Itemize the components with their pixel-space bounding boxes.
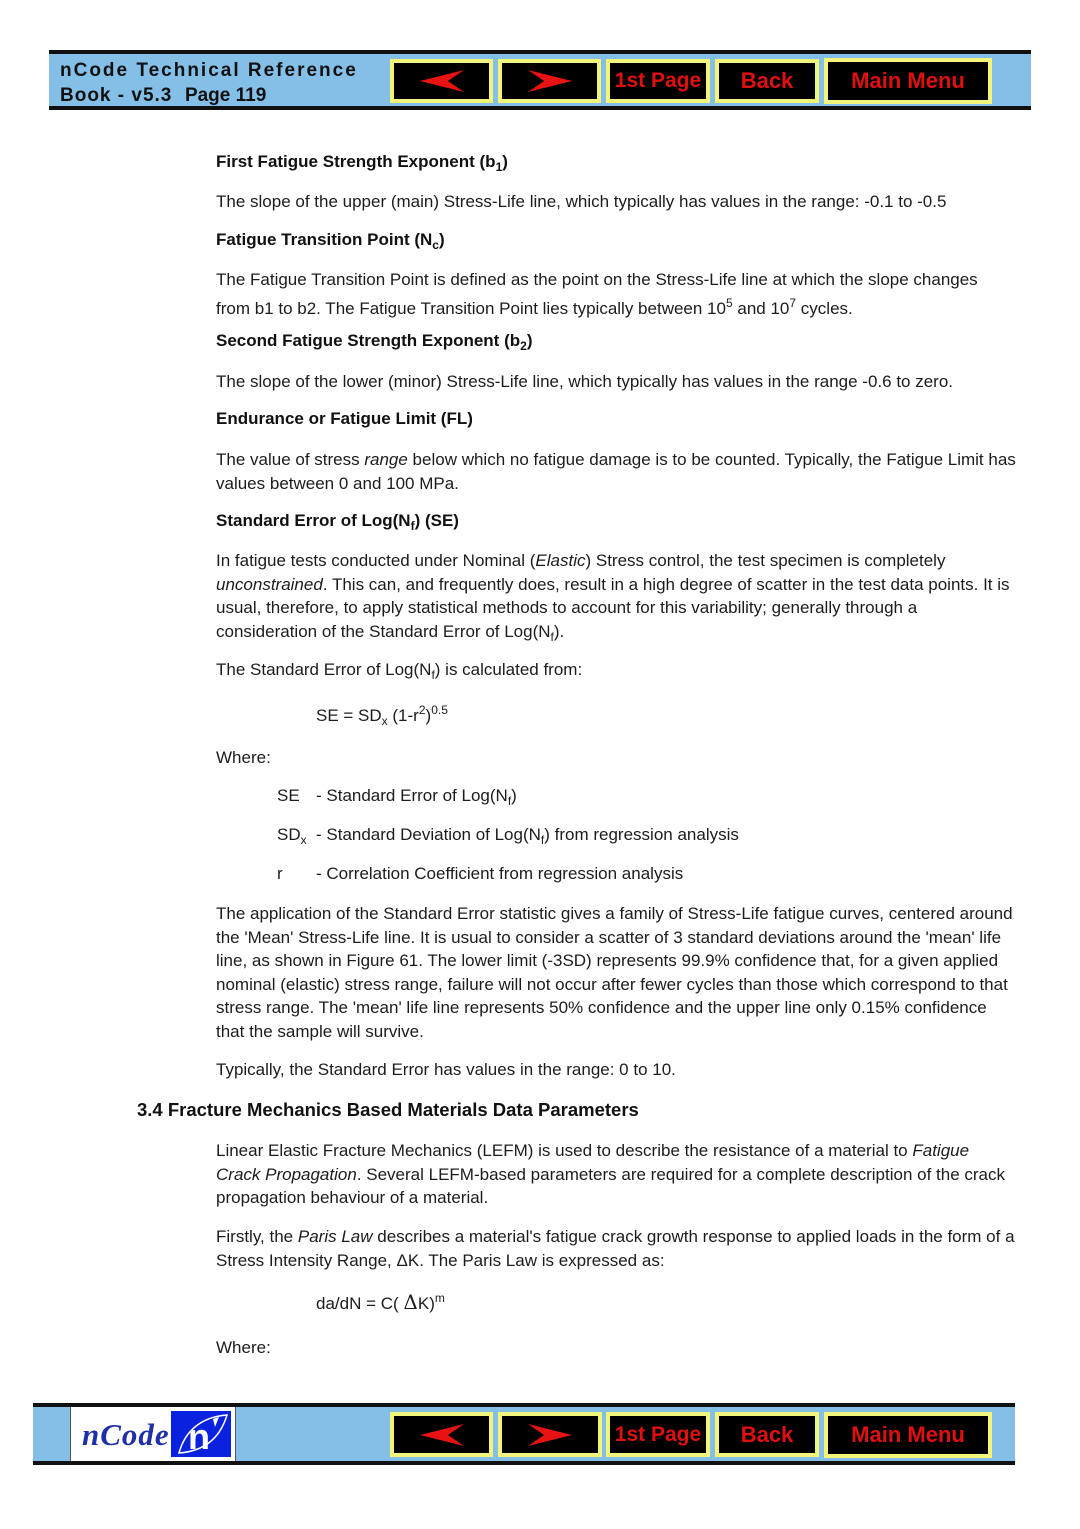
back-button[interactable]: Back [715, 1412, 819, 1457]
logo-text: nCode [82, 1417, 170, 1452]
left-arrow-icon [418, 1423, 466, 1447]
def-description: - Standard Error of $Log(N_f)$ [316, 786, 517, 808]
title-line-2 [60, 83, 358, 108]
ncode-logo [70, 1407, 236, 1461]
text-lefm-1: Linear Elastic Fracture Mechanics (LEFM) is used to describe the resistance of a material to Fatigue Crack Propagation. Several LEFM-based parameters are required for a complete description of the crack propagation behaviour of a material. [216, 1141, 1006, 1207]
text-fl: The value of stress range below which no fatigue damage is to be counted. Typically, the Fatigue Limit has values between 0 and 100 MPa. [216, 450, 1016, 493]
where-label-paris: Where: [216, 1338, 271, 1357]
main-menu-button[interactable]: Main Menu [824, 1412, 992, 1458]
next-page-button[interactable] [498, 1412, 602, 1457]
text-se-1: In fatigue tests conducted under Nominal (Elastic) Stress control, the test specimen is completely unconstrained. This can, and frequently does, result in a high degree of scatter in the test data points. It is usual, therefore, to apply statistical methods to account for this variability; generally through a consideration of the Standard Error of $Log(N_f)$. [216, 551, 1010, 644]
def-symbol: r [277, 864, 283, 883]
previous-page-button[interactable] [390, 1412, 493, 1457]
text-b2: The slope of the lower (minor) Stress-Life line, which typically has values in the range -0.6 to zero. [216, 372, 954, 391]
heading-nc: Fatigue Transition Point $(N_c)$ [216, 230, 445, 252]
right-arrow-icon [526, 1423, 574, 1447]
previous-page-button[interactable] [390, 59, 493, 103]
first-page-button[interactable]: 1st Page [606, 1412, 710, 1457]
title-line-1: nCode Technical Reference [60, 60, 358, 81]
def-symbol: $SD_x$ [277, 825, 307, 847]
text-lefm-2: Firstly, the Paris Law describes a material's fatigue crack growth response to applied loads in the form of a Stress Intensity Range, ΔK. The Paris Law is expressed as: [216, 1227, 1015, 1270]
def-description: - Standard Deviation of $Log(N_f)$ from regression analysis [316, 825, 739, 847]
svg-text:n: n [188, 1416, 210, 1457]
text-se-3: The application of the Standard Error statistic gives a family of Stress-Life fatigue curves, centered around the 'Mean' Stress-Life line. It is usual to consider a scatter of 3 standard deviations around the 'mean' life line, as shown in Figure 61. The lower limit (-3SD) represents 99.9% confidence that, for a given applied nominal (elastic) stress range, failure will not occur after fewer cycles than those which correspond to that stress range. The 'mean' life line represents 50% confidence and the upper line only 0.15% confidence that the sample will survive. [216, 904, 1013, 1041]
left-arrow-icon [418, 69, 466, 93]
text-se-4: Typically, the Standard Error has values in the range: 0 to 10. [216, 1060, 676, 1079]
bottom-nav-bar [33, 1403, 1015, 1465]
main-menu-button[interactable]: Main Menu [824, 58, 992, 104]
where-label-se: Where: [216, 748, 271, 767]
heading-fl: Endurance or Fatigue Limit (FL) [216, 409, 473, 428]
right-arrow-icon [526, 69, 574, 93]
document-title [60, 58, 358, 108]
book-version: Book - v5.3 [60, 85, 173, 106]
def-symbol: SE [277, 786, 300, 805]
text-b1: The slope of the upper (main) Stress-Life line, which typically has values in the range: -0.1 to -0.5 [216, 192, 947, 211]
next-page-button[interactable] [498, 59, 601, 103]
section-heading-3-4: 3.4 Fracture Mechanics Based Materials Data Parameters [137, 1099, 639, 1120]
heading-se: Standard Error of $Log(N_f)$ (SE) [216, 511, 459, 533]
def-description: - Correlation Coefficient from regression analysis [316, 864, 684, 883]
formula-paris-law: da/dN = C( ΔK)$^m$ [316, 1290, 445, 1314]
text-nc: The Fatigue Transition Point is defined as the point on the Stress-Life line at which the slope changes from b1 to b2. The Fatigue Transition Point lies typically between $10^5$ and $10^7$ cycles. [216, 270, 978, 318]
ncode-n-logo-icon [171, 1411, 231, 1457]
heading-b2: Second Fatigue Strength Exponent $(b_2)$ [216, 331, 533, 353]
heading-b1: First Fatigue Strength Exponent $(b_1)$ [216, 152, 508, 174]
formula-se: SE = $SD_x$ $(1-r^2)^{0.5}$ [316, 703, 448, 728]
first-page-button[interactable]: 1st Page [606, 59, 710, 103]
back-button[interactable]: Back [715, 59, 819, 103]
top-nav-bar [49, 50, 1031, 110]
text-se-2: The Standard Error of $Log(N_f)$ is calculated from: [216, 660, 583, 682]
page-number: Page 119 [184, 85, 267, 106]
